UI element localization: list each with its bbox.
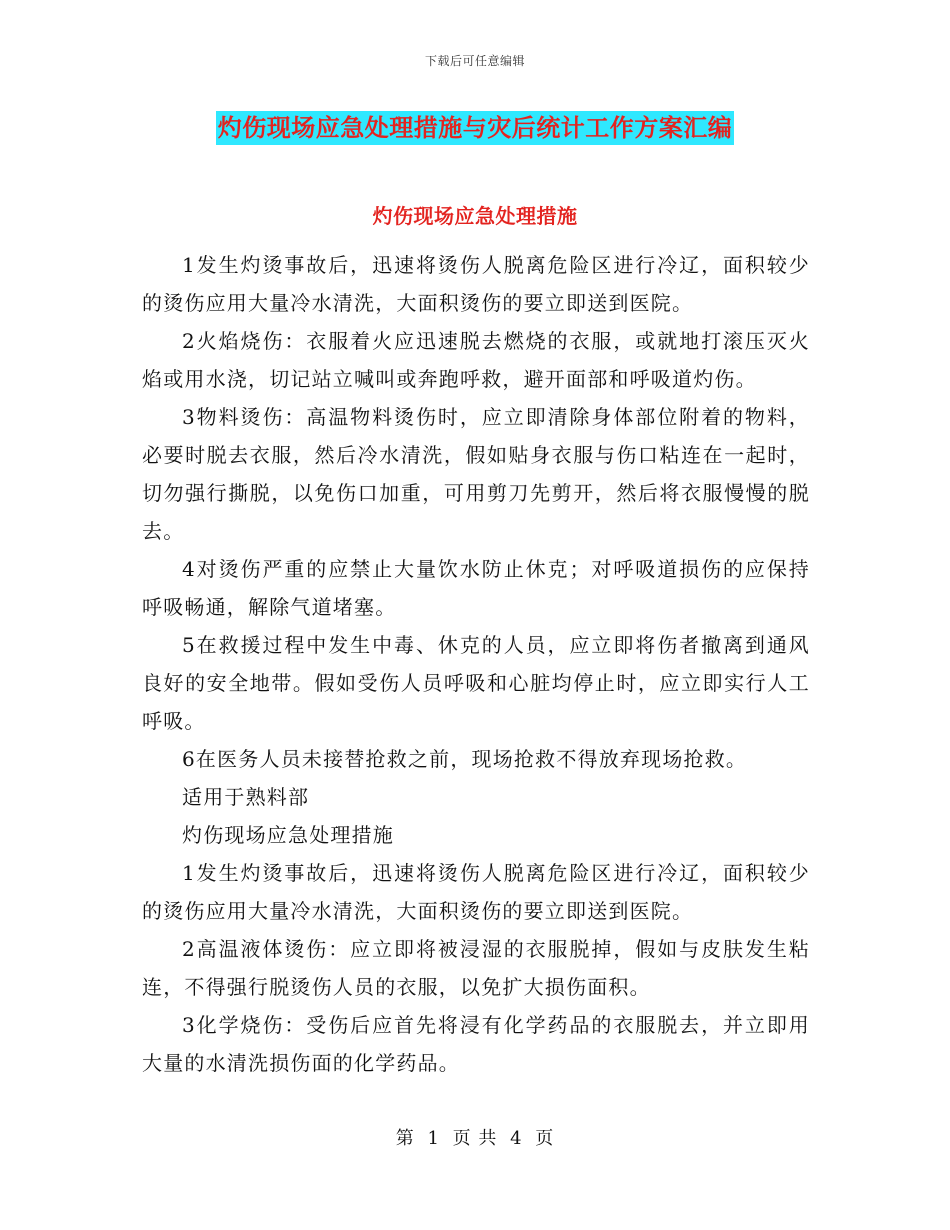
- paragraph: 6在医务人员未接替抢救之前，现场抢救不得放弃现场抢救。: [182, 747, 748, 771]
- paragraph: 3物料烫伤：高温物料烫伤时，应立即清除身体部位附着的物料，必要时脱去衣服，然后冷水清洗，假如贴身衣服与伤口粘连在一起时，切勿强行撕脱，以免伤口加重，可用剪刀先剪开，然后将衣服慢慢的脱去。: [142, 405, 810, 543]
- page-prefix: 第: [395, 1128, 415, 1149]
- paragraph: 1发生灼烫事故后，迅速将烫伤人脱离危险区进行冷辽，面积较少的烫伤应用大量冷水清洗，大面积烫伤的要立即送到医院。: [142, 253, 810, 315]
- document-title-wrap: [0, 111, 950, 145]
- paragraph: 2火焰烧伤：衣服着火应迅速脱去燃烧的衣服，或就地打滚压灭火焰或用水浇，切记站立喊叫或奔跑呼救，避开面部和呼吸道灼伤。: [142, 329, 810, 391]
- page-footer: [0, 1124, 950, 1150]
- page-suffix: 页: [535, 1128, 555, 1149]
- page-number: 1: [427, 1128, 440, 1149]
- total-pages: 4: [510, 1128, 523, 1149]
- paragraph: 4对烫伤严重的应禁止大量饮水防止休克；对呼吸道损伤的应保持呼吸畅通，解除气道堵塞。: [142, 557, 810, 619]
- paragraph: 2高温液体烫伤：应立即将被浸湿的衣服脱掉，假如与皮肤发生粘连，不得强行脱烫伤人员的衣服，以免扩大损伤面积。: [142, 937, 810, 999]
- document-title: 灼伤现场应急处理措施与灾后统计工作方案汇编: [216, 111, 735, 145]
- paragraph: 适用于熟料部: [182, 785, 310, 809]
- paragraph: 1发生灼烫事故后，迅速将烫伤人脱离危险区进行冷辽，面积较少的烫伤应用大量冷水清洗，大面积烫伤的要立即送到医院。: [142, 861, 810, 923]
- section-title: 灼伤现场应急处理措施: [372, 204, 578, 228]
- page-mid-text: 页 共: [452, 1128, 498, 1149]
- header-note: 下载后可任意编辑: [424, 54, 525, 68]
- paragraph: 3化学烧伤：受伤后应首先将浸有化学药品的衣服脱去，并立即用大量的水清洗损伤面的化学药品。: [142, 1013, 810, 1075]
- paragraph: 5在救援过程中发生中毒、休克的人员，应立即将伤者撤离到通风良好的安全地带。假如受伤人员呼吸和心脏均停止时，应立即实行人工呼吸。: [142, 633, 810, 733]
- document-body: [142, 246, 810, 1082]
- paragraph: 灼伤现场应急处理措施: [182, 823, 394, 847]
